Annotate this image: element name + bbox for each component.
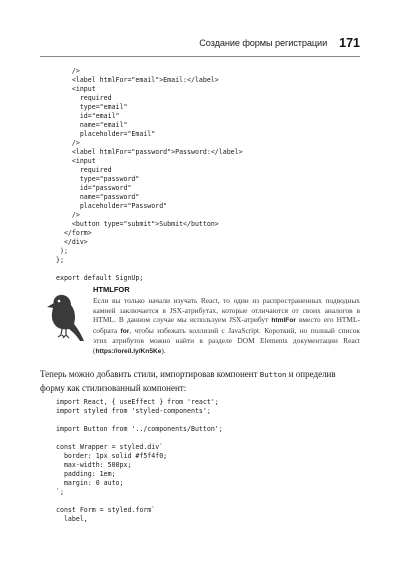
inline-code: Button [259,370,287,379]
inline-code: for [120,327,130,335]
code-block-styled-imports: import React, { useEffect } from 'react'; import styled from 'styled-components'; import Button from '../components/Button'; const Wrapper = styled.div` border: 1px solid #f5f4f0; max-width: 500px; padding: 1em; margin: 0 auto; `; const Form = styled.form` label, [56,398,223,523]
note-text: Если вы только начали изучать React, то один из распространенных подводных камней заключается в JSX-атрибутах, которые отличаются от своих аналогов в HTML. В данном случае мы используем JSX-атрибут htmlFor вместо его HTML-собрата for, чтобы избежать коллизий с JavaScript. Короткий, но полный список этих атрибутов можно найти в разделе DOM Elements документации React (https://oreil.ly/Kn5Ke). [93,296,361,355]
body-paragraph: Теперь можно добавить стили, импортировав компонент Button и определив форму как стилизованный компонент: [40,369,336,393]
crow-note-icon [40,283,86,345]
doc-link[interactable]: https://oreil.ly/Kn5Ke [95,347,162,355]
chapter-title: Создание формы регистрации [199,38,328,48]
code-block-signup-form: /> <label htmlFor="email">Email:</label> <input required type="email" id="email" name="email" placeholder="Email" /> <label htmlFor="password">Password:</label> <input required type="password" id="password" name="password" placeholder="Password" /> <button type="submit">Submit</button> </form> </div> ); }; export default SignUp; [56,67,243,282]
running-header [0,34,360,52]
page-number: 171 [339,36,360,50]
note-title: HTMLFOR [93,285,130,294]
inline-code: htmlFor [271,317,296,325]
header-divider [40,56,360,57]
